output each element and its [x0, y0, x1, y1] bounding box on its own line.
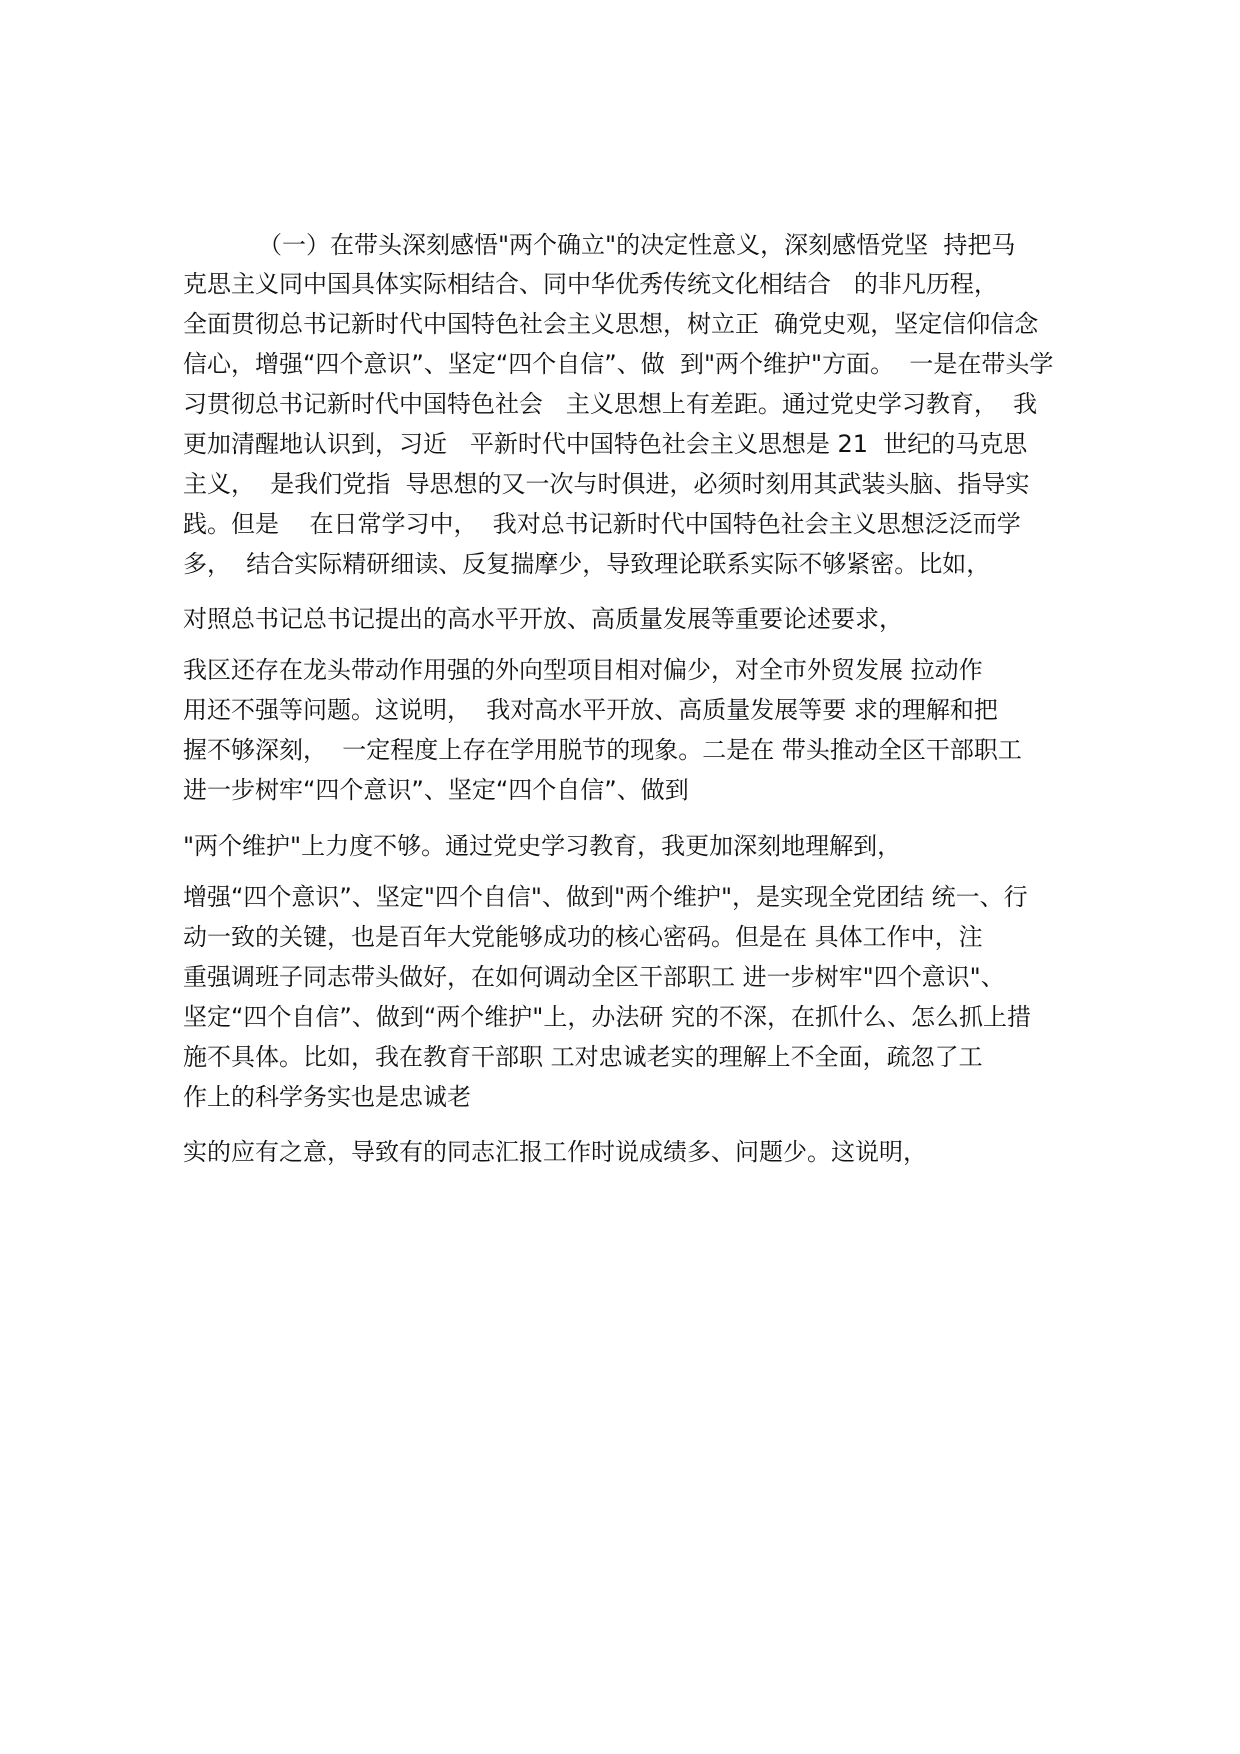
text-line: 对照总书记总书记提出的高水平开放、高质量发展等重要论述要求，: [183, 605, 903, 633]
text-line: 践。但是 在日常学习中， 我对总书记新时代中国特色社会主义思想泛泛而学: [183, 510, 1021, 538]
text-line: 我区还存在龙头带动作用强的外向型项目相对偏少，对全市外贸发展 拉动作: [183, 656, 983, 684]
text-line: 更加清醒地认识到，习近 平新时代中国特色社会主义思想是 21 世纪的马克思: [183, 430, 1028, 458]
text-line: 施不具体。比如，我在教育干部职 工对忠诚老实的理解上不全面，疏忽了工: [183, 1043, 983, 1071]
text-line: 增强“四个意识”、坚定"四个自信"、做到"两个维护"，是实现全党团结 统一、行: [183, 883, 1028, 911]
text-line: 主义， 是我们党指 导思想的又一次与时俱进，必须时刻用其武装头脑、指导实: [183, 470, 1030, 498]
text-line: "两个维护"上力度不够。通过党史学习教育，我更加深刻地理解到，: [183, 832, 902, 860]
text-line: 实的应有之意，导致有的同志汇报工作时说成绩多、问题少。这说明，: [183, 1138, 927, 1166]
text-line: 进一步树牢“四个意识”、坚定“四个自信”、做到: [183, 776, 689, 804]
text-line: 多， 结合实际精研细读、反复揣摩少，导致理论联系实际不够紧密。比如，: [183, 550, 991, 578]
text-line: 重强调班子同志带头做好，在如何调动全区干部职工 进一步树牢"四个意识"、: [183, 963, 1005, 991]
text-line: 作上的科学务实也是忠诚老: [183, 1083, 471, 1111]
text-line: 全面贯彻总书记新时代中国特色社会主义思想，树立正 确党史观，坚定信仰信念: [183, 310, 1039, 338]
text-line: （一）在带头深刻感悟"两个确立"的决定性意义，深刻感悟党坚 持把马: [258, 231, 1016, 259]
text-line: 握不够深刻， 一定程度上存在学用脱节的现象。二是在 带头推动全区干部职工: [183, 736, 1022, 764]
text-line: 克思主义同中国具体实际相结合、同中华优秀传统文化相结合 的非凡历程，: [183, 270, 998, 298]
text-line: 信心，增强“四个意识”、坚定“四个自信”、做 到"两个维护"方面。 一是在带头学: [183, 350, 1054, 378]
text-line: 用还不强等问题。这说明， 我对高水平开放、高质量发展等要 求的理解和把: [183, 696, 998, 724]
text-line: 习贯彻总书记新时代中国特色社会 主义思想上有差距。通过党史学习教育， 我: [183, 390, 1038, 418]
text-line: 动一致的关键，也是百年大党能够成功的核心密码。但是在 具体工作中，注: [183, 923, 983, 951]
text-line: 坚定“四个自信”、做到“两个维护"上，办法研 究的不深，在抓什么、怎么抓上措: [183, 1003, 1031, 1031]
